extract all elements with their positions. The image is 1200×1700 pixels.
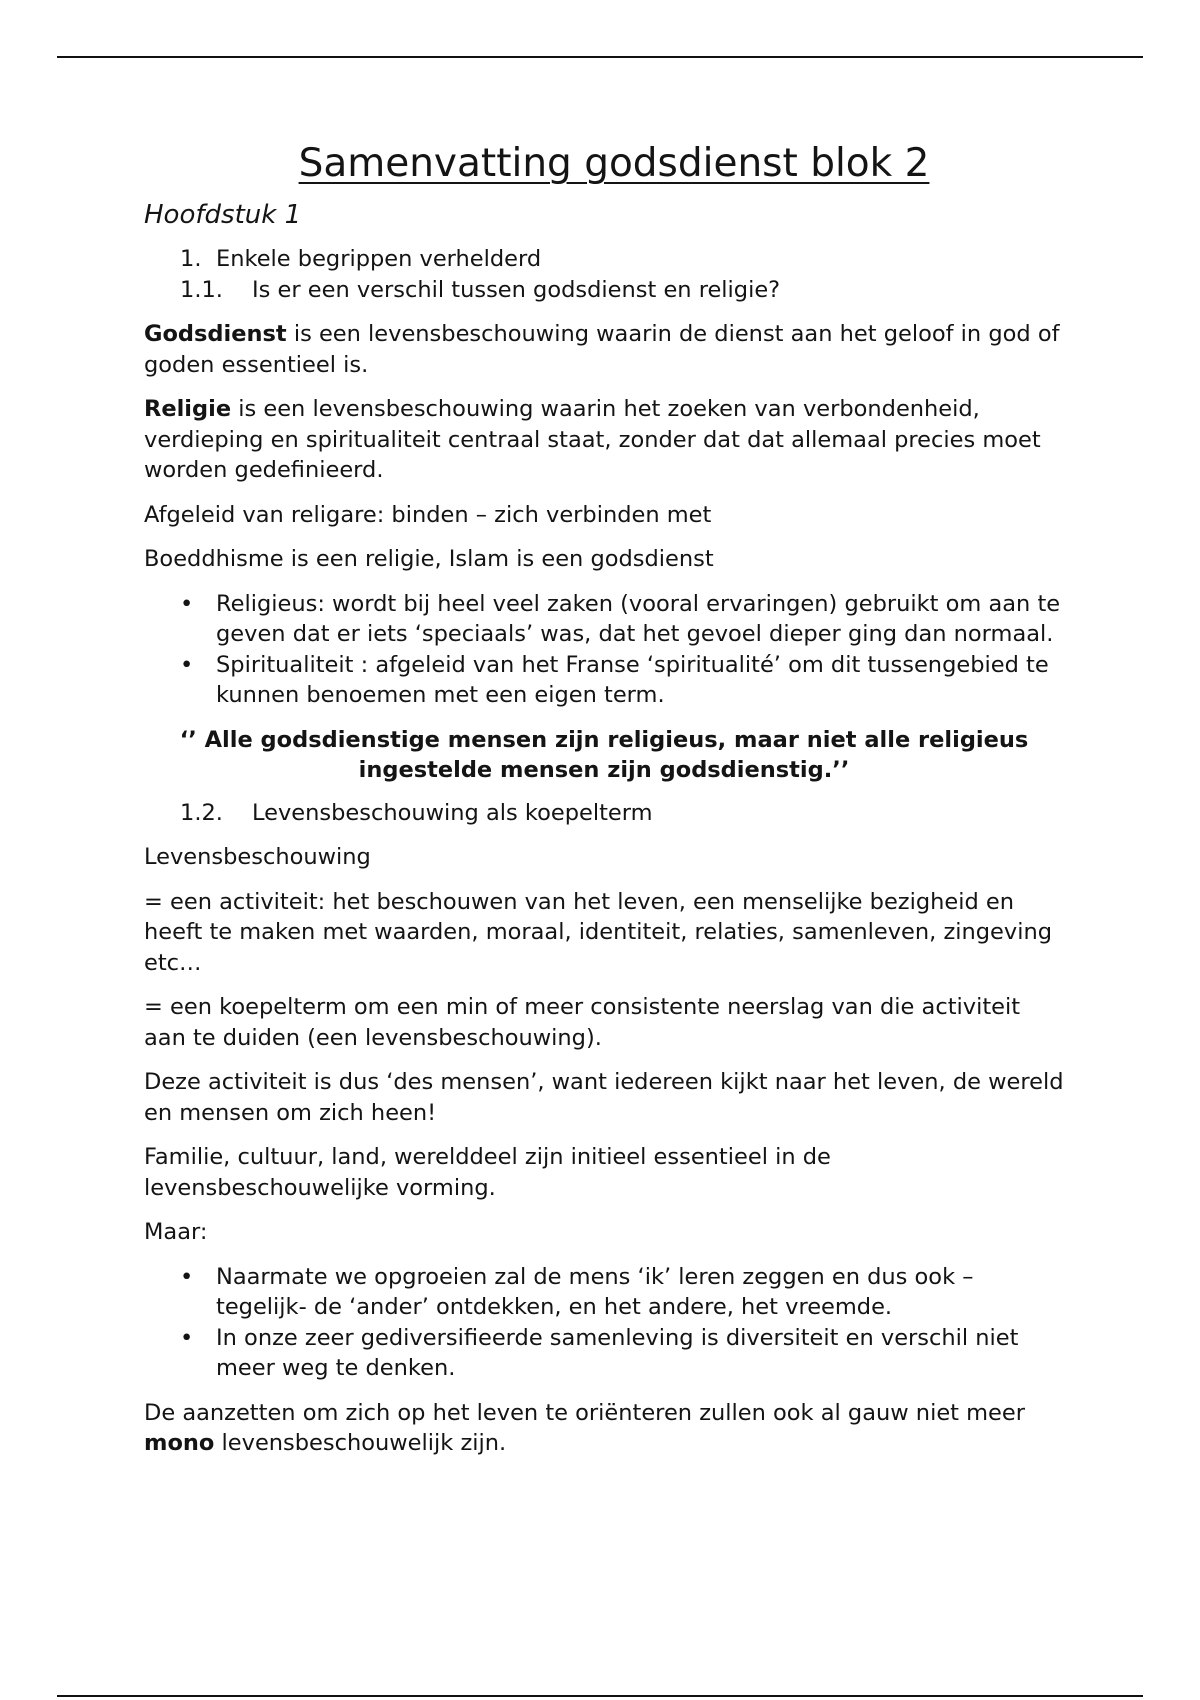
list-item: • Religieus: wordt bij heel veel zaken (vooral ervaringen) gebruikt om aan te geven dat er iets ‘speciaals’ was, dat het gevoel dieper ging dan normaal. <box>144 589 1064 650</box>
section-1-1-heading <box>144 275 1064 306</box>
definition-religie <box>144 394 1064 486</box>
section-1-2-heading <box>144 798 1064 829</box>
term-godsdienst: Godsdienst <box>144 321 287 347</box>
term-religie: Religie <box>144 396 232 422</box>
conclusion-bold: mono <box>144 1430 215 1456</box>
paragraph-activiteit: = een activiteit: het beschouwen van het leven, een menselijke bezigheid en heeft te maken met waarden, moraal, identiteit, relaties, samenleven, zingeving etc… <box>144 888 1053 976</box>
list-item: • Naarmate we opgroeien zal de mens ‘ik’ leren zeggen en dus ook –tegelijk- de ‘ander’ ontdekken, en het andere, het vreemde. <box>144 1262 1064 1323</box>
conclusion-text: De aanzetten om zich op het leven te oriënteren zullen ook al gauw niet meer <box>144 1399 1025 1426</box>
paragraph-des-mensen: Deze activiteit is dus ‘des mensen’, want iedereen kijkt naar het leven, de wereld en mensen om zich heen! <box>144 1069 1064 1126</box>
section-number: 1.2. <box>180 799 223 826</box>
list-item: • Spiritualiteit : afgeleid van het Franse ‘spiritualité’ om dit tussengebied te kunnen benoemen met een eigen term. <box>144 650 1064 711</box>
bullet-list-2 <box>144 1262 1064 1384</box>
paragraph-maar: Maar: <box>144 1219 208 1245</box>
definition-text: is een levensbeschouwing waarin de dienst aan het geloof in god of goden essentieel is. <box>144 321 1060 378</box>
section-title: Enkele begrippen verhelderd <box>216 246 542 272</box>
paragraph-conclusion <box>144 1398 1064 1459</box>
paragraph-afgeleid: Afgeleid van religare: binden – zich verbinden met <box>144 501 712 528</box>
section-title: Is er een verschil tussen godsdienst en religie? <box>252 276 781 303</box>
paragraph-familie: Familie, cultuur, land, werelddeel zijn initieel essentieel in de levensbeschouwelijke vorming. <box>144 1144 831 1201</box>
section-1-heading <box>144 244 1064 275</box>
definition-godsdienst <box>144 319 1064 380</box>
document-title: Samenvatting godsdienst blok 2 <box>298 141 930 186</box>
paragraph-boeddhisme: Boeddhisme is een religie, Islam is een godsdienst <box>144 546 714 572</box>
bullet-list-1 <box>144 589 1064 711</box>
section-number: 1.1. <box>180 276 223 303</box>
paragraph-levensbeschouwing: Levensbeschouwing <box>144 844 371 870</box>
conclusion-text: levensbeschouwelijk zijn. <box>214 1430 507 1456</box>
definition-text: is een levensbeschouwing waarin het zoeken van verbondenheid, verdieping en spiritualiteit centraal staat, zonder dat dat allemaal precies moet worden gedefinieerd. <box>144 396 1041 483</box>
footer-rule <box>57 1695 1143 1697</box>
list-item: • In onze zeer gediversifieerde samenleving is diversiteit en verschil niet meer weg te denken. <box>144 1323 1064 1384</box>
header-rule <box>57 56 1143 58</box>
chapter-heading: Hoofdstuk 1 <box>144 200 302 230</box>
section-title: Levensbeschouwing als koepelterm <box>252 799 653 826</box>
paragraph-koepelterm: = een koepelterm om een min of meer consistente neerslag van die activiteit aan te duiden (een levensbeschouwing). <box>144 994 1021 1051</box>
document-page <box>144 138 1064 1459</box>
section-number: 1. <box>180 246 202 272</box>
quote: ‘’ Alle godsdienstige mensen zijn religieus, maar niet alle religieus ingestelde mensen zijn godsdienstig.’’ <box>179 726 1029 783</box>
